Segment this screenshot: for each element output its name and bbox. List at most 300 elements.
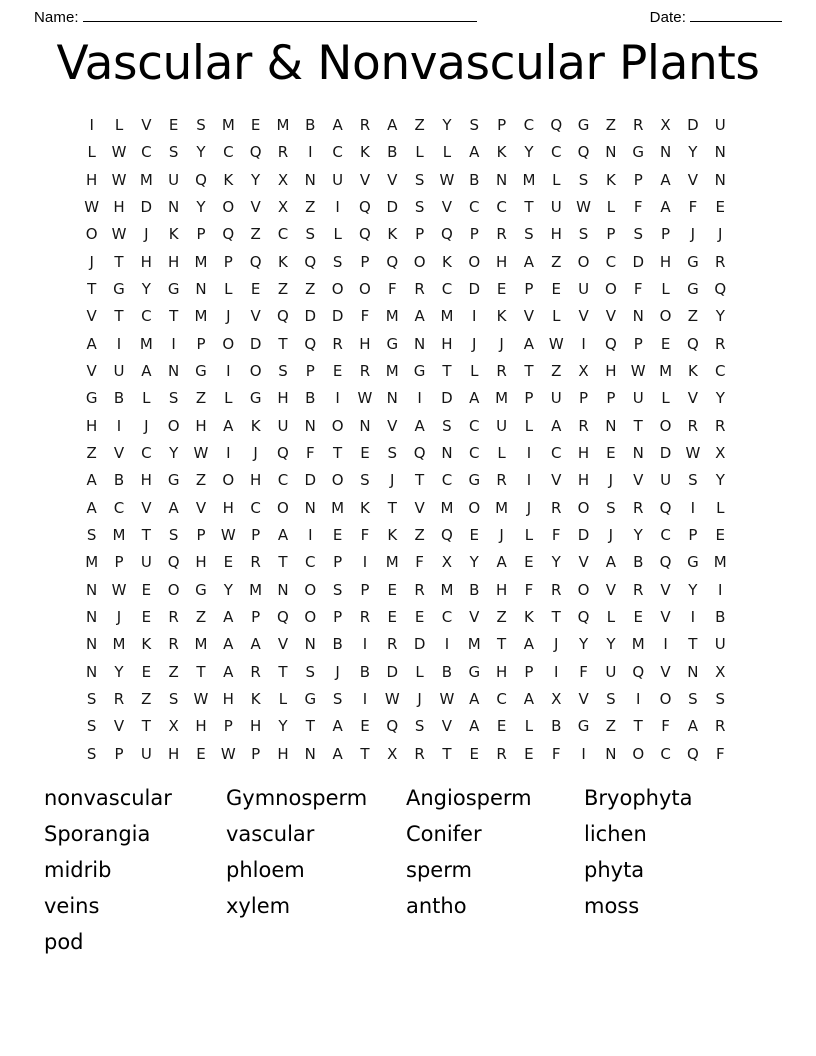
letter-cell[interactable]: T [305,717,315,736]
letter-cell[interactable]: F [688,197,698,216]
letter-cell[interactable]: G [632,143,645,162]
letter-cell[interactable]: Y [223,580,233,599]
letter-cell[interactable]: S [168,689,179,708]
letter-cell[interactable]: E [223,553,234,572]
letter-cell[interactable]: K [223,170,234,189]
letter-cell[interactable]: Q [441,525,453,544]
letter-cell[interactable]: V [605,307,617,326]
letter-cell[interactable]: L [606,607,616,626]
letter-cell[interactable]: V [141,498,152,517]
letter-cell[interactable]: I [663,635,668,654]
letter-cell[interactable]: T [360,744,370,763]
letter-cell[interactable]: L [470,361,479,380]
letter-cell[interactable]: I [308,143,313,162]
letter-cell[interactable]: Z [414,525,425,544]
letter-cell[interactable]: W [220,744,236,763]
letter-cell[interactable]: R [715,416,726,435]
letter-cell[interactable]: T [415,471,425,490]
letter-cell[interactable]: I [362,635,368,654]
letter-cell[interactable]: V [469,607,480,626]
letter-cell[interactable]: R [633,580,644,599]
letter-cell[interactable]: F [633,279,643,298]
letter-cell[interactable]: J [608,525,614,544]
letter-cell[interactable]: S [414,170,425,189]
letter-cell[interactable]: B [469,170,480,189]
letter-cell[interactable]: M [385,553,399,572]
letter-cell[interactable]: P [415,225,425,244]
letter-cell[interactable]: H [195,416,207,435]
letter-cell[interactable]: U [632,389,644,408]
letter-cell[interactable]: Z [496,607,507,626]
word-list-item[interactable]: sperm [406,858,472,882]
letter-cell[interactable]: X [168,717,179,736]
letter-cell[interactable]: I [690,607,696,626]
letter-cell[interactable]: I [718,580,723,599]
letter-cell[interactable]: G [195,580,207,599]
letter-cell[interactable]: P [524,389,534,408]
letter-cell[interactable]: G [386,334,399,353]
letter-cell[interactable]: M [467,635,481,654]
letter-cell[interactable]: I [526,443,532,462]
letter-cell[interactable]: M [85,553,99,572]
letter-cell[interactable]: K [605,170,616,189]
letter-cell[interactable]: N [714,143,726,162]
letter-cell[interactable]: M [631,635,645,654]
letter-cell[interactable]: H [577,443,590,462]
letter-cell[interactable]: E [360,717,370,736]
letter-cell[interactable]: P [223,717,233,736]
letter-cell[interactable]: U [605,662,617,681]
letter-cell[interactable]: K [496,143,507,162]
letter-cell[interactable]: M [139,334,153,353]
letter-cell[interactable]: E [414,607,425,626]
letter-cell[interactable]: E [141,580,152,599]
letter-cell[interactable]: V [86,307,97,326]
letter-cell[interactable]: H [140,471,152,490]
letter-cell[interactable]: D [468,279,481,298]
letter-cell[interactable]: M [221,116,235,134]
letter-cell[interactable]: Q [359,197,371,216]
letter-cell[interactable]: O [468,252,481,271]
letter-cell[interactable]: X [277,170,289,189]
letter-cell[interactable]: T [551,607,561,626]
letter-cell[interactable]: U [660,471,672,490]
letter-cell[interactable]: O [413,252,426,271]
letter-cell[interactable]: H [113,197,125,216]
letter-cell[interactable]: Q [686,744,699,763]
letter-cell[interactable]: S [86,717,97,736]
letter-cell[interactable]: T [633,416,643,435]
letter-cell[interactable]: L [142,389,151,408]
letter-cell[interactable]: W [685,443,701,462]
letter-cell[interactable]: V [660,662,671,681]
letter-cell[interactable]: W [439,170,455,189]
letter-cell[interactable]: V [578,307,589,326]
letter-cell[interactable]: R [715,252,726,271]
letter-cell[interactable]: C [551,143,562,162]
letter-cell[interactable]: E [469,744,479,763]
letter-cell[interactable]: L [606,197,616,216]
letter-cell[interactable]: Y [169,443,179,462]
letter-cell[interactable]: I [226,443,231,462]
letter-cell[interactable]: U [140,553,152,572]
letter-cell[interactable]: T [114,252,124,271]
letter-cell[interactable]: U [714,635,726,654]
letter-cell[interactable]: S [524,225,534,244]
letter-cell[interactable]: W [630,361,646,380]
letter-cell[interactable]: F [360,307,370,326]
letter-cell[interactable]: F [715,744,725,763]
letter-cell[interactable]: Y [196,143,206,162]
letter-cell[interactable]: C [223,143,234,162]
letter-cell[interactable]: V [605,580,617,599]
letter-cell[interactable]: P [524,279,534,298]
letter-cell[interactable]: I [581,334,586,353]
letter-cell[interactable]: X [578,361,589,380]
letter-cell[interactable]: H [495,662,508,681]
letter-cell[interactable]: W [439,689,455,708]
letter-cell[interactable]: E [551,279,561,298]
letter-cell[interactable]: W [111,225,127,244]
letter-cell[interactable]: C [660,525,671,544]
letter-cell[interactable]: Q [249,143,262,162]
letter-cell[interactable]: C [496,197,507,216]
letter-cell[interactable]: P [661,225,671,244]
letter-cell[interactable]: R [250,553,261,572]
letter-cell[interactable]: P [251,607,261,626]
letter-cell[interactable]: D [386,197,399,216]
letter-cell[interactable]: K [360,143,370,162]
letter-cell[interactable]: Q [386,717,399,736]
letter-cell[interactable]: J [144,225,149,244]
letter-cell[interactable]: C [551,443,562,462]
letter-cell[interactable]: A [332,116,343,134]
letter-cell[interactable]: H [86,416,98,435]
letter-cell[interactable]: K [250,689,261,708]
letter-cell[interactable]: P [688,525,698,544]
letter-cell[interactable]: N [687,662,699,681]
word-search-grid[interactable] [78,112,734,768]
letter-cell[interactable]: H [249,471,262,490]
letter-cell[interactable]: L [524,525,534,544]
letter-cell[interactable]: Z [551,252,562,271]
letter-cell[interactable]: O [577,580,590,599]
letter-cell[interactable]: T [141,717,151,736]
letter-cell[interactable]: A [332,744,343,763]
letter-cell[interactable]: L [415,143,424,162]
letter-cell[interactable]: S [469,116,480,134]
letter-cell[interactable]: A [223,416,234,435]
letter-cell[interactable]: Z [551,361,562,380]
letter-cell[interactable]: Z [195,471,207,490]
letter-cell[interactable]: H [86,170,98,189]
word-list-item[interactable]: moss [584,894,640,918]
letter-cell[interactable]: O [331,279,344,298]
word-list-item[interactable]: vascular [226,822,315,846]
letter-cell[interactable]: I [89,116,94,134]
word-list-item[interactable]: Sporangia [44,822,151,846]
letter-cell[interactable]: Q [659,498,672,517]
letter-cell[interactable]: C [469,443,480,462]
letter-cell[interactable]: U [550,389,562,408]
letter-cell[interactable]: V [113,717,125,736]
letter-cell[interactable]: I [362,689,368,708]
letter-cell[interactable]: B [359,662,371,681]
letter-cell[interactable]: A [660,197,671,216]
letter-cell[interactable]: T [633,717,643,736]
letter-cell[interactable]: U [714,116,726,134]
letter-cell[interactable]: D [441,389,453,408]
letter-cell[interactable]: V [578,689,589,708]
letter-cell[interactable]: A [250,635,261,654]
letter-cell[interactable]: W [220,525,236,544]
letter-cell[interactable]: N [86,607,98,626]
letter-cell[interactable]: S [278,361,288,380]
letter-cell[interactable]: J [472,334,477,353]
word-list-item[interactable]: phyta [584,858,645,882]
letter-cell[interactable]: Z [141,689,152,708]
letter-cell[interactable]: Z [277,279,289,298]
letter-cell[interactable]: Q [604,334,617,353]
letter-cell[interactable]: C [469,416,480,435]
letter-cell[interactable]: F [387,279,397,298]
letter-cell[interactable]: A [223,662,234,681]
letter-cell[interactable]: S [196,116,206,134]
letter-cell[interactable]: M [440,498,454,517]
letter-cell[interactable]: U [550,197,562,216]
letter-cell[interactable]: M [713,553,727,572]
letter-cell[interactable]: P [497,116,507,134]
letter-cell[interactable]: S [360,471,370,490]
letter-cell[interactable]: S [442,416,452,435]
letter-cell[interactable]: M [249,580,263,599]
letter-cell[interactable]: C [660,744,671,763]
letter-cell[interactable]: P [606,389,616,408]
letter-cell[interactable]: I [362,553,368,572]
letter-cell[interactable]: R [168,607,179,626]
letter-cell[interactable]: U [578,279,590,298]
letter-cell[interactable]: D [304,307,317,326]
letter-cell[interactable]: H [222,498,234,517]
letter-cell[interactable]: C [141,443,152,462]
letter-cell[interactable]: U [113,361,125,380]
letter-cell[interactable]: S [606,689,616,708]
letter-cell[interactable]: G [687,252,699,271]
letter-cell[interactable]: N [359,416,371,435]
letter-cell[interactable]: O [304,607,317,626]
letter-cell[interactable]: H [495,580,508,599]
letter-cell[interactable]: J [116,607,122,626]
letter-cell[interactable]: Y [715,307,725,326]
letter-cell[interactable]: Z [195,607,207,626]
letter-cell[interactable]: Y [578,635,589,654]
letter-cell[interactable]: P [114,744,124,763]
letter-cell[interactable]: Q [550,116,563,134]
letter-cell[interactable]: C [250,498,261,517]
letter-cell[interactable]: M [112,635,126,654]
letter-cell[interactable]: S [578,170,589,189]
letter-cell[interactable]: J [89,252,94,271]
letter-cell[interactable]: G [577,116,590,134]
letter-cell[interactable]: J [718,225,723,244]
letter-cell[interactable]: Z [168,662,179,681]
letter-cell[interactable]: R [496,361,507,380]
letter-cell[interactable]: E [141,662,152,681]
letter-cell[interactable]: Z [414,116,425,134]
letter-cell[interactable]: E [715,525,726,544]
letter-cell[interactable]: L [661,389,670,408]
letter-cell[interactable]: T [333,443,343,462]
letter-cell[interactable]: A [523,635,535,654]
letter-cell[interactable]: I [116,416,122,435]
letter-cell[interactable]: J [253,443,258,462]
letter-cell[interactable]: E [196,744,206,763]
letter-cell[interactable]: J [499,525,504,544]
letter-cell[interactable]: O [577,252,590,271]
letter-cell[interactable]: V [113,443,125,462]
letter-cell[interactable]: N [304,744,316,763]
letter-cell[interactable]: H [140,252,152,271]
letter-cell[interactable]: I [226,361,231,380]
letter-cell[interactable]: G [113,279,125,298]
letter-cell[interactable]: K [168,225,179,244]
letter-cell[interactable]: P [524,662,534,681]
letter-cell[interactable]: G [249,389,262,408]
letter-cell[interactable]: N [168,197,180,216]
letter-cell[interactable]: L [333,225,342,244]
letter-cell[interactable]: O [577,498,590,517]
letter-cell[interactable]: A [523,689,535,708]
letter-cell[interactable]: H [168,744,180,763]
letter-cell[interactable]: L [278,689,288,708]
letter-cell[interactable]: S [332,580,343,599]
letter-cell[interactable]: P [633,334,643,353]
letter-cell[interactable]: S [168,525,179,544]
letter-cell[interactable]: T [141,525,151,544]
letter-cell[interactable]: H [249,717,262,736]
letter-cell[interactable]: B [469,580,480,599]
letter-cell[interactable]: M [495,389,509,408]
letter-cell[interactable]: E [168,116,179,134]
word-list-item[interactable]: xylem [226,894,291,918]
letter-cell[interactable]: K [360,498,370,517]
letter-cell[interactable]: G [85,389,98,408]
letter-cell[interactable]: J [499,334,504,353]
name-write-line[interactable] [83,8,477,22]
letter-cell[interactable]: J [526,498,532,517]
letter-cell[interactable]: S [305,225,316,244]
letter-cell[interactable]: X [715,662,726,681]
letter-cell[interactable]: A [551,416,562,435]
letter-cell[interactable]: A [223,607,234,626]
letter-cell[interactable]: Y [442,116,452,134]
letter-cell[interactable]: P [251,744,261,763]
letter-cell[interactable]: W [111,170,127,189]
letter-cell[interactable]: G [167,279,180,298]
letter-cell[interactable]: S [332,689,343,708]
letter-cell[interactable]: P [360,580,370,599]
letter-cell[interactable]: H [441,334,453,353]
letter-cell[interactable]: N [441,443,453,462]
letter-cell[interactable]: Y [688,143,698,162]
letter-cell[interactable]: V [578,553,589,572]
letter-cell[interactable]: O [359,279,371,298]
letter-cell[interactable]: Q [277,307,289,326]
letter-cell[interactable]: S [86,744,97,763]
letter-cell[interactable]: V [277,635,289,654]
letter-cell[interactable]: I [526,471,532,490]
letter-cell[interactable]: O [222,471,235,490]
letter-cell[interactable]: S [414,197,425,216]
letter-cell[interactable]: A [86,471,97,490]
letter-cell[interactable]: V [687,389,699,408]
letter-cell[interactable]: P [114,553,124,572]
letter-cell[interactable]: V [633,471,644,490]
letter-cell[interactable]: D [386,662,399,681]
letter-cell[interactable]: K [387,225,398,244]
letter-cell[interactable]: U [168,170,180,189]
letter-cell[interactable]: Q [386,252,399,271]
letter-cell[interactable]: R [633,116,644,134]
letter-cell[interactable]: J [417,689,422,708]
letter-cell[interactable]: C [277,225,289,244]
letter-cell[interactable]: E [250,279,261,298]
letter-cell[interactable]: V [141,116,152,134]
letter-cell[interactable]: D [577,525,590,544]
letter-cell[interactable]: E [250,116,261,134]
letter-cell[interactable]: Q [413,443,426,462]
letter-cell[interactable]: E [387,580,398,599]
letter-cell[interactable]: R [687,416,699,435]
letter-cell[interactable]: R [578,416,589,435]
letter-cell[interactable]: M [385,307,399,326]
letter-cell[interactable]: R [496,744,507,763]
letter-cell[interactable]: B [551,717,562,736]
letter-cell[interactable]: A [414,307,425,326]
letter-cell[interactable]: M [112,525,126,544]
letter-cell[interactable]: V [387,416,398,435]
letter-cell[interactable]: T [278,662,288,681]
letter-cell[interactable]: A [660,170,671,189]
letter-cell[interactable]: G [304,689,317,708]
letter-cell[interactable]: Z [250,225,261,244]
letter-cell[interactable]: F [305,443,315,462]
letter-cell[interactable]: Y [633,525,643,544]
letter-cell[interactable]: N [605,143,617,162]
letter-cell[interactable]: P [633,170,643,189]
letter-cell[interactable]: R [250,662,261,681]
letter-cell[interactable]: W [576,197,591,216]
letter-cell[interactable]: V [359,170,371,189]
letter-cell[interactable]: L [442,143,452,162]
letter-cell[interactable]: C [523,116,535,134]
letter-cell[interactable]: L [87,143,96,162]
letter-cell[interactable]: T [196,662,206,681]
letter-cell[interactable]: K [387,525,398,544]
letter-cell[interactable]: R [633,498,644,517]
letter-cell[interactable]: U [332,170,344,189]
letter-cell[interactable]: O [167,580,180,599]
letter-cell[interactable]: I [636,689,641,708]
letter-cell[interactable]: L [224,279,233,298]
letter-cell[interactable]: V [250,307,261,326]
letter-cell[interactable]: Y [469,553,479,572]
letter-cell[interactable]: N [495,170,508,189]
letter-cell[interactable]: Q [304,252,317,271]
letter-cell[interactable]: I [690,498,696,517]
letter-cell[interactable]: C [277,471,289,490]
letter-cell[interactable]: Y [278,717,288,736]
